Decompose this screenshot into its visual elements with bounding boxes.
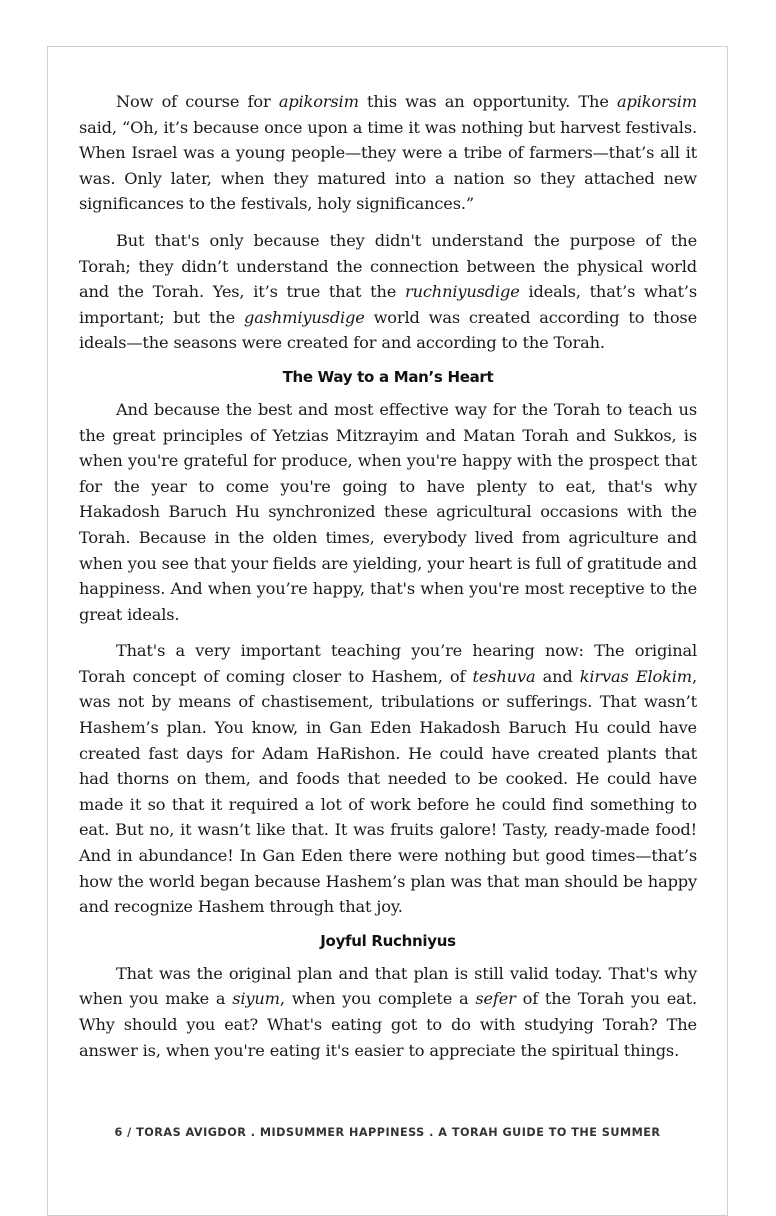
paragraph-3: And because the best and most effective way for the Torah to teach us the great principles of Yetzias Mitzrayim and Matan Torah and Sukkos, is when you're grateful for produce, when you're happy with the prospect that for the year to come you're going to have plenty to eat, that's why Hakadosh Baruch Hu synchronized these agricultural occasions with the Torah. Because in the olden times, everybody lived from agriculture and when you see that your fields are yielding, your heart is full of gratitude and happiness. And when you’re happy, that's when you're most receptive to the great ideals.	[79, 399, 697, 624]
paragraph-5: That was the original plan and that plan is still valid today. That's why when you make a siyum, when you complete a sefer of the Torah you eat. Why should you eat? What's eating got to do with studying Torah? The answer is, when you're eating it's easier to appreciate the spiritual things.	[79, 963, 697, 1060]
section-heading-way-to-heart: The Way to a Man’s Heart	[282, 367, 494, 386]
section-heading-joyful-ruchniyus: Joyful Ruchniyus	[320, 931, 456, 950]
paragraph-2: But that's only because they didn't understand the purpose of the Torah; they didn’t understand the connection between the physical world and the Torah. Yes, it’s true that the ruchniyusdige ideals, that’s what’s important; but the gashmiyusdige world was created according to those ideals—the seasons were created for and according to the Torah.	[79, 230, 698, 353]
page-content	[79, 89, 697, 1074]
paragraph-4: That's a very important teaching you’re hearing now: The original Torah concept of coming closer to Hashem, of teshuva and kirvas Elokim, was not by means of chastisement, tribulations or sufferings. That wasn’t Hashem’s plan. You know, in Gan Eden Hakadosh Baruch Hu could have created fast days for Adam HaRishon. He could have created plants that had thorns on them, and foods that needed to be cooked. He could have made it so that it required a lot of work before he could find something to eat. But no, it wasn’t like that. It was fruits galore! Tasty, ready-made food! And in abundance! In Gan Eden there were nothing but good times—that’s how the world began because Hashem’s plan was that man should be happy and recognize Hashem through that joy.	[79, 641, 697, 917]
page-footer: 6 / TORAS AVIGDOR . MIDSUMMER HAPPINESS . A TORAH GUIDE TO THE SUMMER	[114, 1126, 661, 1139]
paragraph-1: Now of course for apikorsim this was an opportunity. The apikorsim said, “Oh, it’s because once upon a time it was nothing but harvest festivals. When Israel was a young people—they were a tribe of farmers—that’s all it was. Only later, when they matured into a nation so they attached new significances to the festivals, holy significances.”	[79, 92, 697, 214]
